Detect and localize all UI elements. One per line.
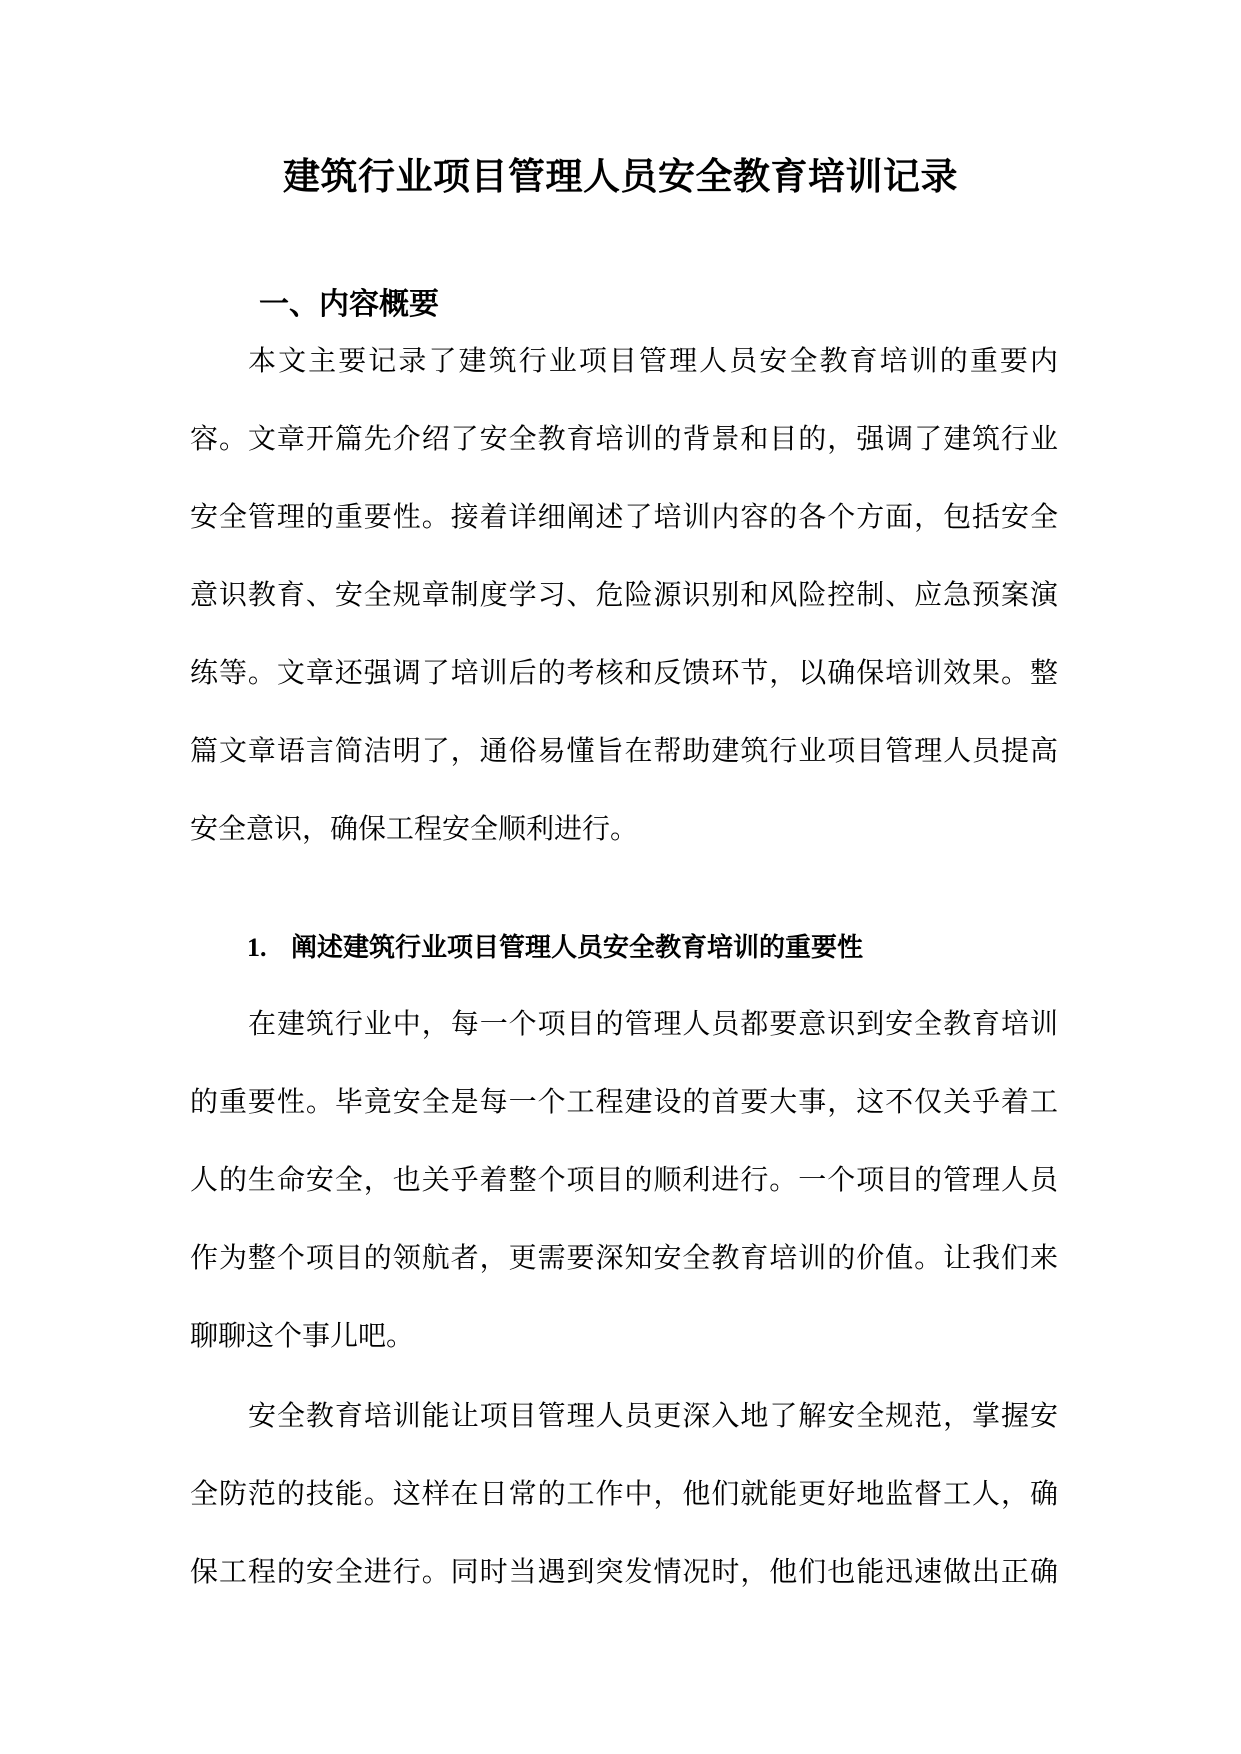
paragraph-line: 在建筑行业中，每一个项目的管理人员都要意识到安全教育培训 (248, 1007, 1058, 1040)
document-title: 建筑行业项目管理人员安全教育培训记录 (283, 155, 958, 198)
paragraph-line: 意识教育、安全规章制度学习、危险源识别和风险控制、应急预案演 (190, 578, 1058, 611)
paragraph-line: 人的生命安全，也关乎着整个项目的顺利进行。一个项目的管理人员 (190, 1163, 1058, 1196)
paragraph-line: 容。文章开篇先介绍了安全教育培训的背景和目的，强调了建筑行业 (190, 422, 1058, 455)
paragraph-line: 安全管理的重要性。接着详细阐述了培训内容的各个方面，包括安全 (190, 500, 1058, 533)
paragraph-line: 全防范的技能。这样在日常的工作中，他们就能更好地监督工人，确 (190, 1477, 1058, 1510)
paragraph-line: 篇文章语言简洁明了，通俗易懂旨在帮助建筑行业项目管理人员提高 (190, 734, 1058, 767)
paragraph-line: 聊聊这个事儿吧。 (190, 1319, 415, 1352)
summary-paragraph (190, 322, 1058, 868)
paragraph-line: 作为整个项目的领航者，更需要深知安全教育培训的价值。让我们来 (190, 1241, 1058, 1274)
paragraph-line: 本文主要记录了建筑行业项目管理人员安全教育培训的重要内 (248, 344, 1058, 377)
subsection-heading (247, 928, 863, 968)
subsection-title: 阐述建筑行业项目管理人员安全教育培训的重要性 (291, 933, 864, 963)
subsection-number: 1. (247, 933, 267, 962)
paragraph-line: 练等。文章还强调了培训后的考核和反馈环节，以确保培训效果。整 (190, 656, 1058, 689)
paragraph-line: 安全教育培训能让项目管理人员更深入地了解安全规范，掌握安 (248, 1399, 1058, 1432)
paragraph-line: 安全意识，确保工程安全顺利进行。 (190, 812, 639, 845)
importance-paragraph-2 (190, 1377, 1058, 1611)
paragraph-line: 保工程的安全进行。同时当遇到突发情况时，他们也能迅速做出正确 (190, 1555, 1058, 1588)
section-heading-summary: 一、内容概要 (259, 287, 439, 322)
importance-paragraph-1 (190, 985, 1058, 1375)
paragraph-line: 的重要性。毕竟安全是每一个工程建设的首要大事，这不仅关乎着工 (190, 1085, 1058, 1118)
